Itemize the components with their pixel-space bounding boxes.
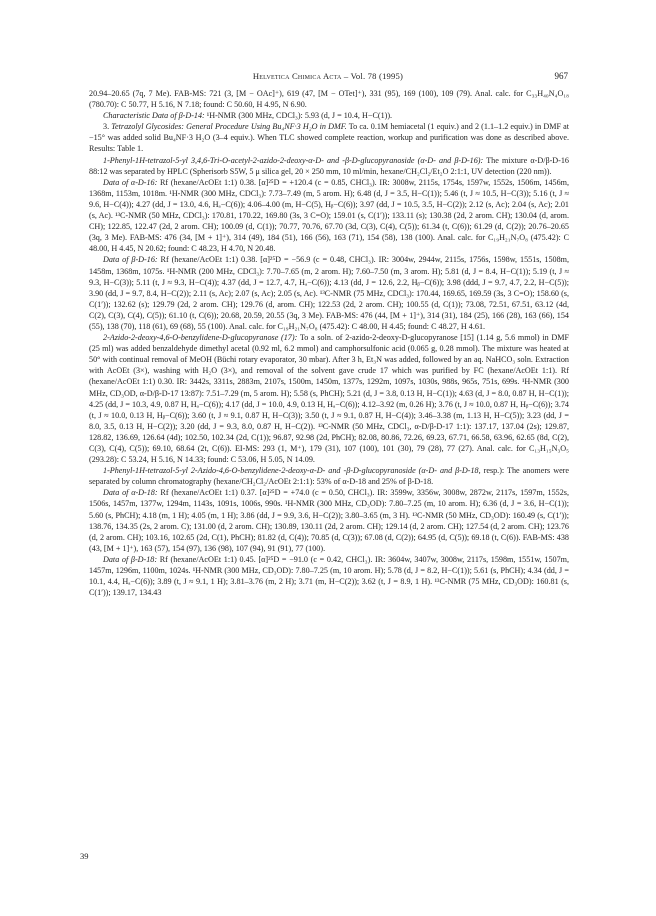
- paragraph-p0: [89, 88, 569, 110]
- paragraph-text: Rf (hexane/AcOEt 1:1) 0.37. [α]²⁵D = +74.0 (c = 0.50, CHCl₃). IR: 3599w, 3356w, 3008w, 2872w, 2117s, 1597m, 1552s, 1506s, 1457m, 1377w, 1294m, 1143s, 1091s, 1006s, 990s. ¹H-NMR (300 MHz, CD₃OD): 7.80–7.25 (m, 10 arom. H); 6.36 (d, J = 3.6, H−C(1)); 5.60 (s, PhCH); 4.18 (m, 1 H); 4.05 (m, 1 H); 3.86 (dd, J = 9.9, 3.6, H−C(2)); 3.80–3.65 (m, 3 H). ¹³C-NMR (50 MHz, CD₃OD): 160.49 (s, C(1′)); 138.76, 134.35 (2s, 2 arom. C); 131.00 (d, 2 arom. CH); 130.89, 130.11 (2d, 2 arom. CH); 129.14 (d, 2 arom. CH); 127.54 (d, 2 arom. CH); 123.76 (d, 2 arom. CH); 103.16, 102.65 (2d, C(1), PhCH); 81.82 (d, C(4)); 70.85 (d, C(3)); 67.08 (d, C(2)); 64.95 (d, C(5)); 69.18 (t, C(6)). FAB-MS: 438 (43, [M + 1]⁺), 163 (57), 154 (97), 136 (98), 107 (94), 91 (91), 77 (100).: [89, 488, 569, 553]
- paragraph-heading: Tetrazolyl Glycosides: General Procedure Using Bu₄NF·3 H₂O in DMF.: [111, 122, 347, 132]
- paragraph-text: ¹H-NMR (300 MHz, CDCl₃): 5.93 (d, J = 10.4, H−C(1)).: [204, 111, 393, 121]
- paragraph-text: The mixture α-D/β-D-16 88:12 was separated by HPLC (Spherisorb S5W, 5 μ silica gel, 20 × 250 mm, 10 ml/min, hexane/CH₂Cl₂/Et₂O 2:1:1, UV detection (220 nm)).: [89, 155, 569, 176]
- paragraph-text: 20.94–20.65 (7q, 7 Me). FAB-MS: 721 (3, [M − OAc]⁺), 619 (47, [M − OTet]⁺), 331 (95), 169 (100), 109 (79). Anal. calc. for C₃₃H₄₀N₄O₁₈ (780.70): C 50.77, H 5.16, N 7.18; found: C 50.60, H 4.95, N 6.90.: [89, 89, 569, 110]
- paragraph-heading: Data of β-D-16:: [103, 255, 158, 265]
- sheet-number: 39: [80, 851, 89, 861]
- paragraph-p7: [89, 465, 569, 487]
- paragraph-p5: [89, 254, 569, 332]
- paragraph-p1: [89, 110, 569, 121]
- article-body: [89, 88, 569, 598]
- paragraph-text: To a soln. of 2-azido-2-deoxy-D-glucopyranose [15] (1.14 g, 5.6 mmol) in DMF (25 ml) was added benzaldehyde dimethyl acetal (0.92 ml, 6.2 mmol) and camphorsulfonic acid (0.065 g, 0.28 mmol). The mixture was heated at 50° with continual removal of MeOH (Büchi rotary evaporator, 30 mbar). After 3 h, Et₃N was added, followed by an aq. NaHCO₃ soln. Extraction with AcOEt (3×), washing with H₂O (3×), and removal of the solvent gave crude 17 which was purified by FC (hexane/AcOEt 1:1). Rf (hexane/AcOEt 1:1) 0.30. IR: 3442s, 3311s, 2883m, 2107s, 1500m, 1450m, 1377s, 1292m, 1097s, 1030s, 988s, 965s, 751s, 699s. ¹H-NMR (300 MHz, CD₃OD, α-D/β-D-17 13:87): 7.51–7.29 (m, 5 arom. H); 5.58 (s, PhCH); 5.21 (d, J = 3.8, 0.13 H, H−C(1)); 4.63 (d, J = 8.0, 0.87 H, H−C(1)); 4.25 (dd, J = 10.3, 4.9, 0.87 H, Hₐ−C(6)); 4.17 (dd, J = 10.0, 4.9, 0.13 H, Hₐ−C(6)); 4.12–3.92 (m, 0.26 H); 3.76 (t, J ≈ 10.0, 0.87 H, Hᵦ−C(6)); 3.74 (t, J ≈ 10.0, 0.13 H, Hᵦ−C(6)); 3.60 (t, J ≈ 9.1, 0.87 H, H−C(3)); 3.50 (t, J ≈ 9.1, 0.87 H, H−C(4)); 3.46–3.38 (m, 1.13 H, H−C(5)); 3.23 (dd, J = 8.0, 3.5, 0.13 H, H−C(2)); 3.20 (dd, J = 9.3, 8.0, 0.87 H, H−C(2)). ¹³C-NMR (50 MHz, CDCl₃, α-D/β-D-17 1:1): 137.17, 137.04 (2s); 129.87, 128.82, 136.69, 126.64 (4d); 102.50, 102.34 (2d, C(1)); 96.87, 92.98 (2d, PhCH); 82.08, 80.86, 72.26, 69.23, 67.71, 66.58, 63.96, 62.65 (8d, C(2), C(3), C(4), C(5)); 69.10, 68.64 (2t, C(6)). EI-MS: 293 (1, M⁺), 179 (31), 107 (100), 101 (30), 79 (28), 77 (27). Anal. calc. for C₁₃H₁₅N₃O₅ (293.28): C 53.24, H 5.16, N 14.33; found: C 53.06, H 5.05, N 14.09.: [89, 333, 569, 465]
- paragraph-heading: Data of β-D-18:: [103, 554, 158, 564]
- running-title: [88, 71, 568, 81]
- running-header: [88, 71, 568, 85]
- journal-volume: – Vol. 78 (1995): [343, 71, 404, 81]
- paragraph-text: resp.): The anomers were separated by column chromatography (hexane/CH₂Cl₂/AcOEt 2:1:1): 53% of α-D-18 and 25% of β-D-18.: [89, 466, 569, 487]
- paragraph-p4: [89, 177, 569, 255]
- paragraph-heading: Data of α-D-18:: [103, 488, 158, 498]
- page-number: 967: [554, 71, 568, 81]
- paragraph-text: Rf (hexane/AcOEt 1:1) 0.45. [α]²⁵D = −91.0 (c = 0.42, CHCl₃). IR: 3604w, 3407w, 3008w, 2117s, 1598m, 1551w, 1507m, 1457m, 1296m, 1100m, 1024s. ¹H-NMR (300 MHz, CD₃OD): 7.80–7.25 (m, 10 arom. H); 5.78 (d, J = 8.2, H−C(1)); 5.61 (s, PhCH); 4.34 (dd, J = 10.1, 4.4, Hₐ−C(6)); 3.89 (t, J ≈ 9.1, 1 H); 3.81–3.76 (m, 2 H); 3.71 (m, H−C(2)); 3.62 (t, J = 8.9, 1 H). ¹³C-NMR (75 MHz, CD₃OD): 160.81 (s, C(1′)); 139.17, 134.43: [89, 554, 569, 598]
- paragraph-p3: [89, 155, 569, 177]
- paragraph-heading: 1-Phenyl-1H-tetrazol-5-yl 3,4,6-Tri-O-acetyl-2-azido-2-deoxy-α-D- and -β-D-glucopyranoside (α-D- and β-D-16):: [103, 155, 484, 165]
- paragraph-p6: [89, 332, 569, 465]
- paragraph-p9: [89, 554, 569, 598]
- paragraph-heading: Characteristic Data of β-D-14:: [103, 111, 205, 121]
- paragraph-heading: 2-Azido-2-deoxy-4,6-O-benzylidene-D-glucopyranose (17):: [103, 333, 298, 343]
- paragraph-p8: [89, 487, 569, 554]
- paragraph-text: Rf (hexane/AcOEt 1:1) 0.38. [α]²⁵D = +120.4 (c = 0.85, CHCl₃). IR: 3008w, 2115s, 1754s, 1597w, 1552s, 1506m, 1456m, 1368m, 1153m, 1018m. ¹H-NMR (300 MHz, CDCl₃): 7.73–7.49 (m, 5 arom. H); 6.48 (d, J = 3.5, H−C(1)); 5.46 (t, J ≈ 10.5, H−C(3)); 5.16 (t, J ≈ 9.6, H−C(4)); 4.27 (dd, J = 13.0, 4.6, Hₐ−C(6)); 4.06–4.00 (m, H−C(5), Hᵦ−C(6)); 3.97 (dd, J = 10.5, 3.5, H−C(2)); 2.12 (s, Ac); 2.04 (s, Ac); 2.01 (s, Ac). ¹³C-NMR (50 MHz, CDCl₃): 170.81, 170.22, 169.80 (3s, 3 C=O); 159.01 (s, C(1′)); 133.11 (s); 130.38 (2d, 2 arom. CH); 130.04 (d, arom. CH); 122.85, 122.47 (2d, 2 arom. CH); 100.09 (d, C(1)); 70.77, 70.76, 67.70 (3d, C(3), C(4), C(5)); 61.34 (t, C(6)); 61.29 (d, C(2)); 20.76–20.65 (3q, 3 Me). FAB-MS: 476 (34, [M + 1]⁺), 314 (49), 184 (51), 166 (56), 163 (71), 154 (58), 138 (100). Anal. calc. for C₁₉H₂₁N₇O₈ (475.42): C 48.00, H 4.45, N 20.62; found: C 48.23, H 4.70, N 20.48.: [89, 177, 569, 254]
- paragraph-heading: Data of α-D-16:: [103, 177, 158, 187]
- section-number: 3.: [103, 122, 110, 132]
- paragraph-text: To ca. 0.1M hemiacetal (1 equiv.) and 2 (1.1–1.2 equiv.) in DMF at −15° was added solid Bu₄NF·3 H₂O (3–4 equiv.). When TLC showed complete reaction, workup and purification was done as described above. Results: Table 1.: [89, 122, 569, 154]
- paragraph-heading: 1-Phenyl-1H-tetrazol-5-yl 2-Azido-4,6-O-benzylidene-2-deoxy-α-D- and -β-D-glucopyranoside (α-D- and β-D-18,: [103, 466, 481, 476]
- paragraph-text: Rf (hexane/AcOEt 1:1) 0.38. [α]²⁵D = −56.9 (c = 0.48, CHCl₃). IR: 3004w, 2944w, 2115s, 1756s, 1598w, 1551s, 1508m, 1458m, 1368m, 1075s. ¹H-NMR (200 MHz, CDCl₃): 7.70–7.65 (m, 2 arom. H); 7.60–7.50 (m, 3 arom. H); 5.81 (d, J = 8.4, H−C(1)); 5.19 (t, J ≈ 9.3, H−C(3)); 5.11 (t, J ≈ 9.3, H−C(4)); 4.37 (dd, J = 12.7, 4.7, Hₐ−C(6)); 4.13 (dd, J = 12.6, 2.2, Hᵦ−C(6)); 3.98 (ddd, J = 9.7, 4.7, 2.2, H−C(5)); 3.90 (dd, J = 9.7, 8.4, H−C(2)); 2.11 (s, Ac); 2.07 (s, Ac); 2.05 (s, Ac). ¹³C-NMR (75 MHz, CDCl₃): 170.44, 169.65, 169.59 (3s, 3 C=O); 158.60 (s, C(1′)); 132.62 (s); 129.79 (2d, 2 arom. CH); 129.76 (d, arom. CH); 122.53 (2d, 2 arom. CH); 100.55 (d, C(1)); 73.08, 72.51, 67.51, 63.12 (4d, C(2), C(3), C(4), C(5)); 61.10 (t, C(6)); 20.68, 20.59, 20.55 (3q, 3 Me). FAB-MS: 476 (44, [M + 1]⁺), 314 (31), 184 (25), 166 (28), 163 (66), 154 (55), 138 (70), 118 (61), 69 (68), 55 (100). Anal. calc. for C₁₉H₂₁N₇O₈ (475.42): C 48.00, H 4.45; found: C 48.27, H 4.61.: [89, 255, 569, 331]
- paragraph-p2: [89, 121, 569, 154]
- journal-name: Helvetica Chimica Acta: [252, 71, 342, 81]
